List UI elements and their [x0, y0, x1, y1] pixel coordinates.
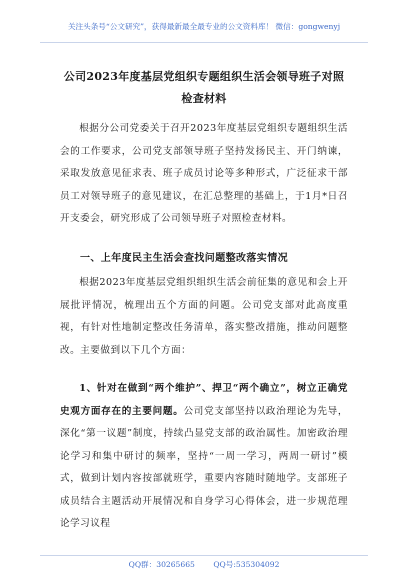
document-title: 公司2023年度基层党组织专题组织生活会领导班子对照检查材料 [63, 70, 345, 105]
point-1-lead: 1、针对在做到“两个维护”、捍卫“两个确立”，树立正确党史观方面存在的主要问题。 [60, 383, 348, 417]
footer [40, 558, 368, 572]
header-banner: 关注头条号“公文研究”，获得最新最全最专业的公文资料库！ 微信：gongwenyj [40, 12, 368, 43]
footer-qq-group: QQ群：30265665 [128, 560, 195, 569]
point-1-paragraph [60, 378, 348, 536]
footer-qq-number: QQ号:535304092 [213, 560, 280, 569]
section-1-heading: 一、上年度民主生活会查找问题整改落实情况 [80, 253, 288, 264]
point-1-body: 公司党支部坚持以政治理论为先导，深化“第一议题”制度，持续凸显党支部的政治属性。加密政治理论学习和集中研讨的频率，坚持“一周一学习，两周一研讨”模式，做到计划内容按部就班学，重要内容随时随地学。支部班子成员结合主题活动开展情况和自身学习心得体会，进一步规范理论学习议程 [60, 405, 349, 529]
section-1-body: 根据2023年度基层党组织组织生活会前征集的意见和会上开展批评情况，梳理出五个方面的问题。公司党支部对此高度重视，有针对性地制定整改任务清单，落实整改措施，推动问题整改。主要做到以下几个方面： [60, 277, 348, 356]
intro-paragraph: 根据分公司党委关于召开2023年度基层党组织专题组织生活会的工作要求，公司党支部领导班子坚持发扬民主、开门纳谏，采取发放意见征求表、班子成员讨论等多种形式，广泛征求干部员工对领导班子的意见建议，在汇总整理的基础上，于1月*日召开支委会，研究形成了公司领导班子对照检查材料。 [60, 123, 348, 224]
footer-divider [40, 555, 368, 556]
